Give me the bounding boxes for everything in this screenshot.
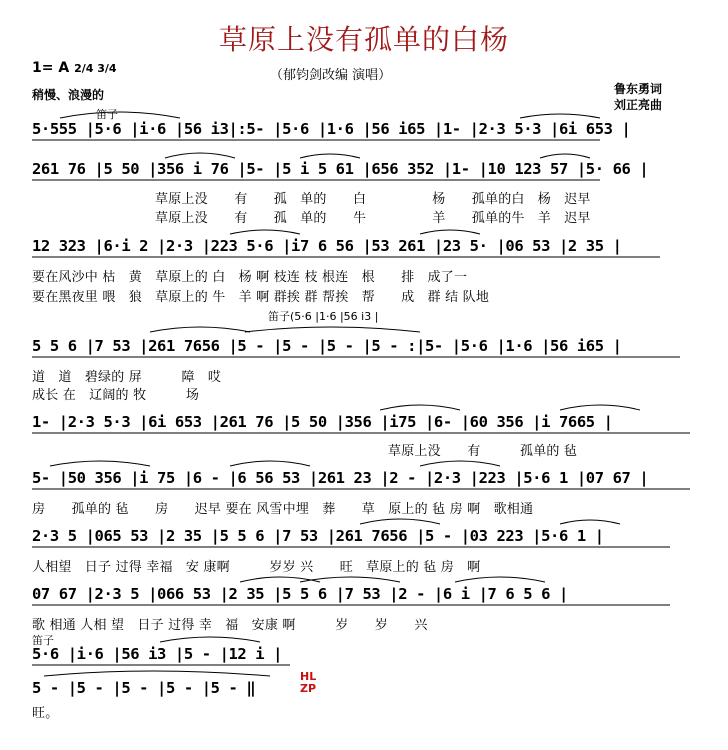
lyrics-line-8a: 歌 相通 人相 望 日子 过得 幸 福 安康 啊 岁 岁 兴 [32,618,428,633]
arrangement-credit: （郁钧剑改编 演唱） [270,68,392,83]
key-signature [32,60,117,76]
score-line-1: 5·555 |5·6 |i·6 |56 i3|:5- |5·6 |1·6 |56 i65 |1- |2·3 5·3 |6i 653 | [32,120,631,138]
lyrics-line-3b: 要在黑夜里 喂 狼 草原上的 牛 羊 啊 群挨 群 帮挨 帮 成 群 结 队地 [32,290,490,305]
score-line-2: 261 76 |5 50 |356 i 76 |5- |5 i 5 61 |656 352 |1- |10 123 57 |5· 66 | [32,160,649,178]
end-mark-zp: ZP [300,682,317,695]
time-signature: 2/4 3/4 [74,62,117,75]
composer-credit: 刘正亮曲 [614,98,663,112]
end-marks [300,671,316,695]
end-mark-hl: HL [300,670,317,683]
lyrics-line-4b: 成长 在 辽阔的 牧 场 [32,388,200,403]
lyrics-line-3a: 要在风沙中 枯 黄 草原上的 白 杨 啊 枝连 枝 根连 根 排 成了一 [32,270,468,285]
lyrics-line-2a: 草原上没 有 孤 单的 白 杨 孤单的白 杨 迟早 [155,192,591,207]
key-label: 1= A [32,60,70,76]
instrument-label: 笛子(5·6 |1·6 |56 i3 | [268,310,379,323]
instrument-label: 笛子 [96,108,118,121]
score-line-7: 2·3 5 |065 53 |2 35 |5 5 6 |7 53 |261 7656 |5 - |03 223 |5·6 1 | [32,527,604,545]
lyrics-line-6a: 房 孤单的 毡 房 迟早 要在 风雪中埋 葬 草 原上的 毡 房 啊 歌相通 [32,502,534,517]
lyrics-line-4a: 道 道 碧绿的 屏 障 哎 [32,370,222,385]
lyrics-line-2b: 草原上没 有 孤 单的 牛 羊 孤单的牛 羊 迟早 [155,211,591,226]
lyrics-line-7a: 人相望 日子 过得 幸福 安 康啊 岁岁 兴 旺 草原上的 毡 房 啊 [32,560,481,575]
lyrics-line-10a: 旺。 [32,706,59,721]
song-title: 草原上没有孤单的白杨 [218,23,509,56]
score-line-5: 1- |2·3 5·3 |6i 653 |261 76 |5 50 |356 |i75 |6- |60 356 |i 7665 | [32,413,613,431]
instrument-label: 笛子 [32,634,54,647]
score-line-4: 5 5 6 |7 53 |261 7656 |5 - |5 - |5 - |5 - :|5- |5·6 |1·6 |56 i65 | [32,337,622,355]
score-line-9: 5·6 |i·6 |56 i3 |5 - |12 i | [32,645,283,663]
tempo-marking: 稍慢、浪漫的 [32,88,105,102]
score-line-6: 5- |50 356 |i 75 |6 - |6 56 53 |261 23 |2 - |2·3 |223 |5·6 1 |07 67 | [32,469,649,487]
lyrics-line-5a: 草原上没 有 孤单的 毡 [388,444,578,459]
score-line-3: 12 323 |6·i 2 |2·3 |223 5·6 |i7 6 56 |53 261 |23 5· |06 53 |2 35 | [32,237,622,255]
lyricist-credit: 鲁东勇词 [614,82,663,96]
score-line-8: 07 67 |2·3 5 |066 53 |2 35 |5 5 6 |7 53 |2 - |6 i |7 6 5 6 | [32,585,568,603]
score-line-10: 5 - |5 - |5 - |5 - |5 - ‖ [32,679,256,697]
